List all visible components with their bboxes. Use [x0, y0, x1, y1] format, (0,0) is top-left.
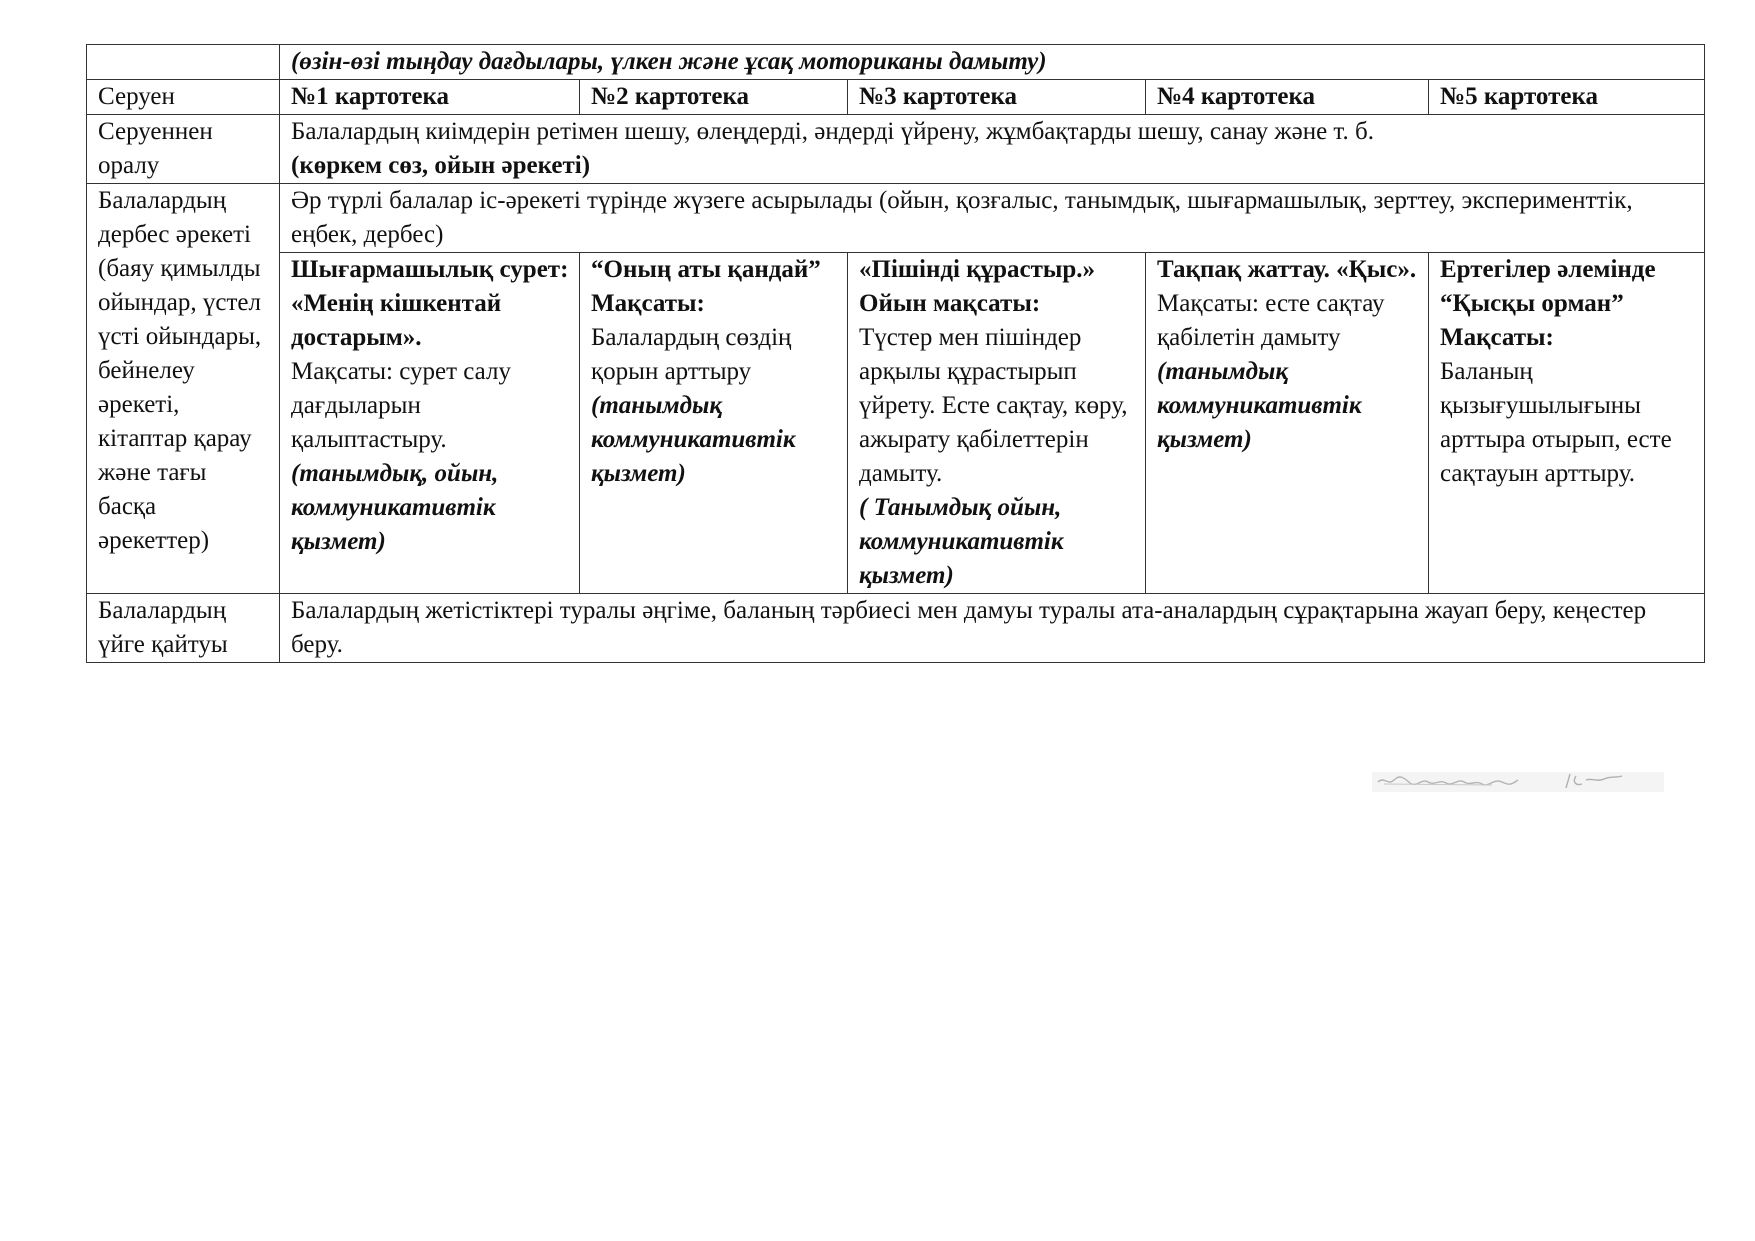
empty-label-cell — [87, 45, 280, 80]
activity-goal: Мақсаты: сурет салу дағдыларын қалыптастыру. — [291, 358, 511, 453]
activity-title: Ертегілер әлемінде “Қысқы орман” — [1440, 256, 1656, 317]
activity-cell-3 — [848, 253, 1146, 594]
activity-cell-2 — [580, 253, 848, 594]
walk-label: Серуен — [87, 80, 280, 115]
activities-row — [87, 253, 1705, 594]
independent-intro: Әр түрлі балалар іс-әрекеті түрінде жүзеге асырылады (ойын, қозғалыс, танымдық, шығармашылық, зерттеу, эксперименттік, еңбек, дербес) — [280, 184, 1705, 253]
card-2: №2 картотека — [580, 80, 848, 115]
activity-goal: Мақсаты: есте сақтау қабілетін дамыту — [1157, 290, 1385, 351]
going-home-text: Балалардың жетістіктері туралы әңгіме, баланың тәрбиесі мен дамуы туралы ата-аналардың сұрақтарына жауап беру, кеңестер беру. — [280, 594, 1705, 663]
activity-title: «Пішінді құрастыр.» — [859, 256, 1096, 283]
activity-cell-4 — [1146, 253, 1429, 594]
handwritten-signature-image — [1372, 766, 1664, 794]
activity-note: ( Танымдық ойын, коммуникативтік қызмет) — [859, 494, 1064, 589]
return-text: Балалардың киімдерін ретімен шешу, өлеңдерді, әндерді үйрену, жұмбақтарды шешу, санау және т. б. — [291, 118, 1374, 145]
card-5: №5 картотека — [1429, 80, 1705, 115]
activity-note: (танымдық коммуникативтік қызмет) — [591, 392, 796, 487]
activity-title: Шығармашылық сурет: «Менің кішкентай достарым». — [291, 256, 569, 351]
activity-note: (танымдық, ойын, коммуникативтік қызмет) — [291, 460, 499, 555]
going-home-label: Балалардың үйге қайтуы — [87, 594, 280, 663]
return-cell — [280, 115, 1705, 184]
activity-goal-with-note — [1157, 290, 1385, 453]
activity-cell-5 — [1429, 253, 1705, 594]
activity-cell-1 — [280, 253, 580, 594]
card-4: №4 картотека — [1146, 80, 1429, 115]
activity-title: “Оның аты қандай” — [591, 256, 821, 283]
activity-goal-label: Мақсаты: — [591, 290, 705, 317]
activity-note: (танымдық коммуникативтік қызмет) — [1157, 358, 1362, 453]
return-note: (көркем сөз, ойын әрекеті) — [291, 152, 591, 179]
independent-intro-row — [87, 184, 1705, 253]
going-home-row — [87, 594, 1705, 663]
walk-row — [87, 80, 1705, 115]
activity-goal-label: Мақсаты: — [1440, 324, 1554, 351]
independent-label: Балалардың дербес әрекеті (баяу қимылды ойындар, үстел үсті ойындары, бейнелеу әрекеті, кітаптар қарау және тағы басқа әрекеттер) — [87, 184, 280, 594]
top-note-row — [87, 45, 1705, 80]
schedule-table — [86, 44, 1705, 663]
return-label: Серуеннен оралу — [87, 115, 280, 184]
activity-goal: Түстер мен пішіндер арқылы құрастырып үйрету. Есте сақтау, көру, ажырату қабілеттерін дамыту. — [859, 324, 1128, 487]
activity-goal: Балалардың сөздің қорын арттыру — [591, 324, 792, 385]
card-1: №1 картотека — [280, 80, 580, 115]
activity-goal-label: Ойын мақсаты: — [859, 290, 1041, 317]
activity-title: Тақпақ жаттау. «Қыс». — [1157, 256, 1417, 283]
return-row — [87, 115, 1705, 184]
activity-goal: Баланың қызығушылығыны арттыра отырып, есте сақтауын арттыру. — [1440, 358, 1672, 487]
top-note: (өзін-өзі тыңдау дағдылары, үлкен және ұсақ моториканы дамыту) — [280, 45, 1705, 80]
card-3: №3 картотека — [848, 80, 1146, 115]
